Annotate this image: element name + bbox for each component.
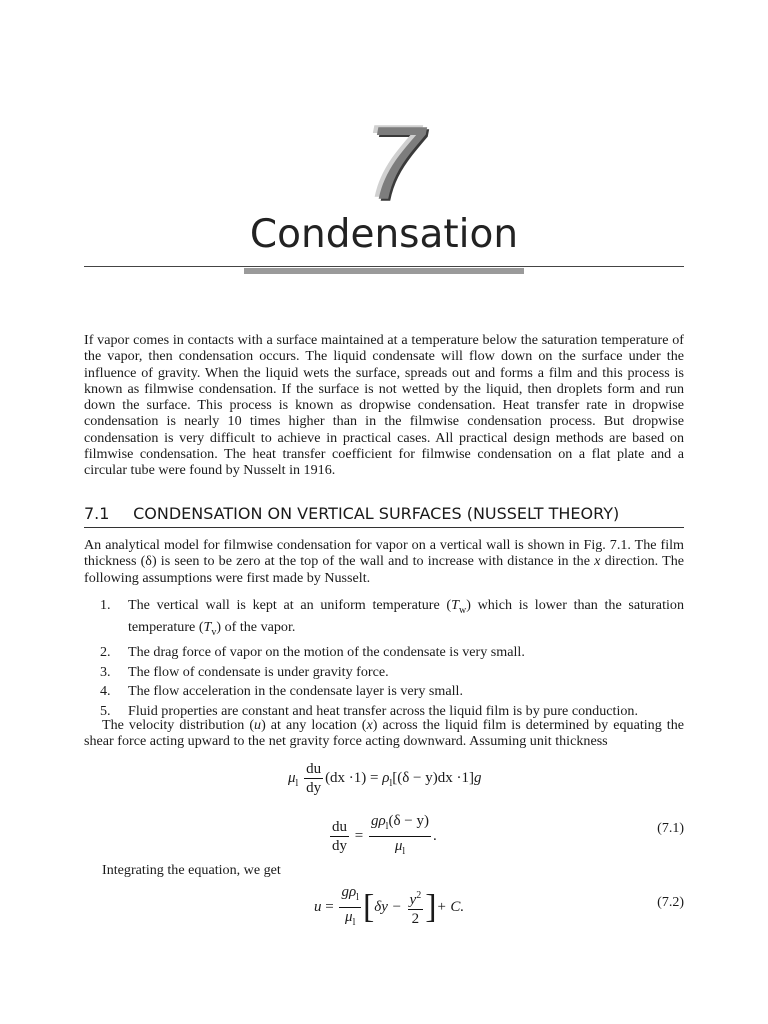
equation-7-1 (328, 812, 437, 861)
section-intro-paragraph (84, 537, 684, 586)
title-rule-thin (84, 266, 684, 267)
integrating-text: Integrating the equation, we get (102, 862, 281, 878)
list-item (84, 664, 684, 680)
numerator: du (306, 761, 322, 777)
list-text: The vertical wall is kept at an uniform temperature ( (128, 597, 452, 613)
fraction (330, 818, 349, 855)
numerator (339, 883, 360, 907)
para-text: ) across the liquid film is determined by equating the shear force acting upward to the net gravity force acting downward. Assuming unit thickness (84, 717, 685, 750)
para-text: The velocity distribution ( (102, 717, 255, 733)
var-u: u (254, 717, 262, 733)
eq-text: gρ (370, 813, 386, 829)
eq-text: (δ − y) (388, 813, 429, 829)
superscript: 2 (416, 890, 422, 901)
equals-sign: = (325, 898, 334, 915)
denominator (369, 836, 431, 861)
intro-paragraph: If vapor comes in contacts with a surface maintained at a temperature below the saturation temperature of the vapor, then condensation occurs. The liquid condensate will flow down on the surface under the influence of gravity. When the liquid wets the surface, spreads out and forms a film and this process is known as filmwise condensation. If the surface is not wetted by the liquid, then droplets form and run down the surface. This process is known as dropwise condensation. Heat transfer rate in dropwise condensation is nearly 10 times higher than in the filmwise condensation process. But dropwise condensation is very difficult to achieve in practical cases. All practical design methods are based on filmwise condensation. The heat transfer coefficient for filmwise condensation on a flat plate and a circular tube were found by Nusselt in 1916. (84, 332, 684, 479)
subscript: v (211, 626, 217, 638)
list-text: The drag force of vapor on the motion of the condensate is very small. (128, 644, 525, 661)
chapter-number: 7 (366, 106, 424, 222)
denominator: dy (306, 780, 322, 796)
fraction (304, 760, 323, 797)
equation-number-7-1: (7.1) (657, 821, 684, 836)
var-T: T (451, 597, 459, 613)
list-number: 3. (100, 663, 111, 680)
section-heading (84, 504, 684, 528)
list-text: ) of the vapor. (216, 618, 296, 635)
list-number: 1. (100, 597, 111, 613)
numerator: du (332, 819, 347, 835)
subscript: l (389, 777, 393, 789)
eq-text: δy − (374, 898, 402, 915)
numerator (369, 812, 431, 836)
var-u: u (314, 898, 322, 915)
equation-7-2 (314, 883, 464, 932)
para-text: ) at any location ( (261, 717, 367, 733)
fraction (339, 883, 360, 932)
subscript: l (356, 892, 359, 903)
equation-shear-balance (288, 760, 482, 797)
chapter-title: Condensation (249, 212, 519, 257)
subscript: l (402, 846, 406, 857)
equals-sign: = (354, 827, 364, 844)
eq-text: [(δ − y)dx ·1] (392, 769, 475, 786)
eq-text: . (432, 827, 437, 844)
eq-text: + C. (436, 898, 465, 915)
list-item (84, 597, 684, 641)
velocity-paragraph (84, 717, 684, 750)
equation-number-7-2: (7.2) (657, 895, 684, 910)
var-g: g (474, 769, 482, 786)
assumptions-list (84, 597, 684, 723)
symbol-rho: ρ (382, 769, 390, 786)
list-text: The flow acceleration in the condensate layer is very small. (128, 683, 463, 700)
var-x: x (366, 717, 373, 733)
left-bracket: [ (362, 888, 375, 926)
denominator (339, 907, 360, 932)
list-item (84, 644, 684, 660)
var-T: T (203, 618, 212, 635)
para-text: direction. The following assumptions were first made by Nusselt. (84, 553, 684, 586)
list-number: 5. (100, 703, 111, 719)
denominator: dy (332, 838, 347, 854)
fraction (369, 812, 431, 861)
var-y: y (409, 892, 417, 908)
subscript: w (458, 604, 467, 616)
right-bracket: ] (425, 888, 437, 926)
fraction (408, 887, 424, 928)
subscript: l (295, 777, 299, 789)
list-text: The flow of condensate is under gravity force. (128, 663, 389, 680)
eq-text: gρ (341, 884, 357, 900)
symbol-mu: μ (345, 909, 353, 925)
list-number: 2. (100, 644, 111, 661)
symbol-mu: μ (288, 769, 296, 786)
denominator: 2 (408, 909, 424, 928)
list-item (84, 683, 684, 699)
subscript: l (352, 917, 356, 928)
list-text: Fluid properties are constant and heat transfer across the liquid film is by pure conduction. (128, 703, 638, 719)
var-x: x (594, 553, 601, 570)
numerator (408, 887, 424, 909)
para-text: An analytical model for filmwise condensation for vapor on a vertical wall is shown in Fig. 7.1. The film thickness (δ) is seen to be zero at the top of the wall and to increase with distance in the (84, 537, 684, 570)
list-number: 4. (100, 683, 111, 700)
section-title: CONDENSATION ON VERTICAL SURFACES (NUSSELT THEORY) (133, 504, 620, 523)
eq-text: (dx ·1) = (325, 769, 383, 786)
list-text: ) which is lower than the saturation temperature ( (128, 597, 684, 635)
section-number: 7.1 (84, 504, 110, 523)
symbol-mu: μ (394, 838, 403, 854)
subscript: l (385, 821, 389, 832)
title-rule-thick (244, 268, 524, 274)
